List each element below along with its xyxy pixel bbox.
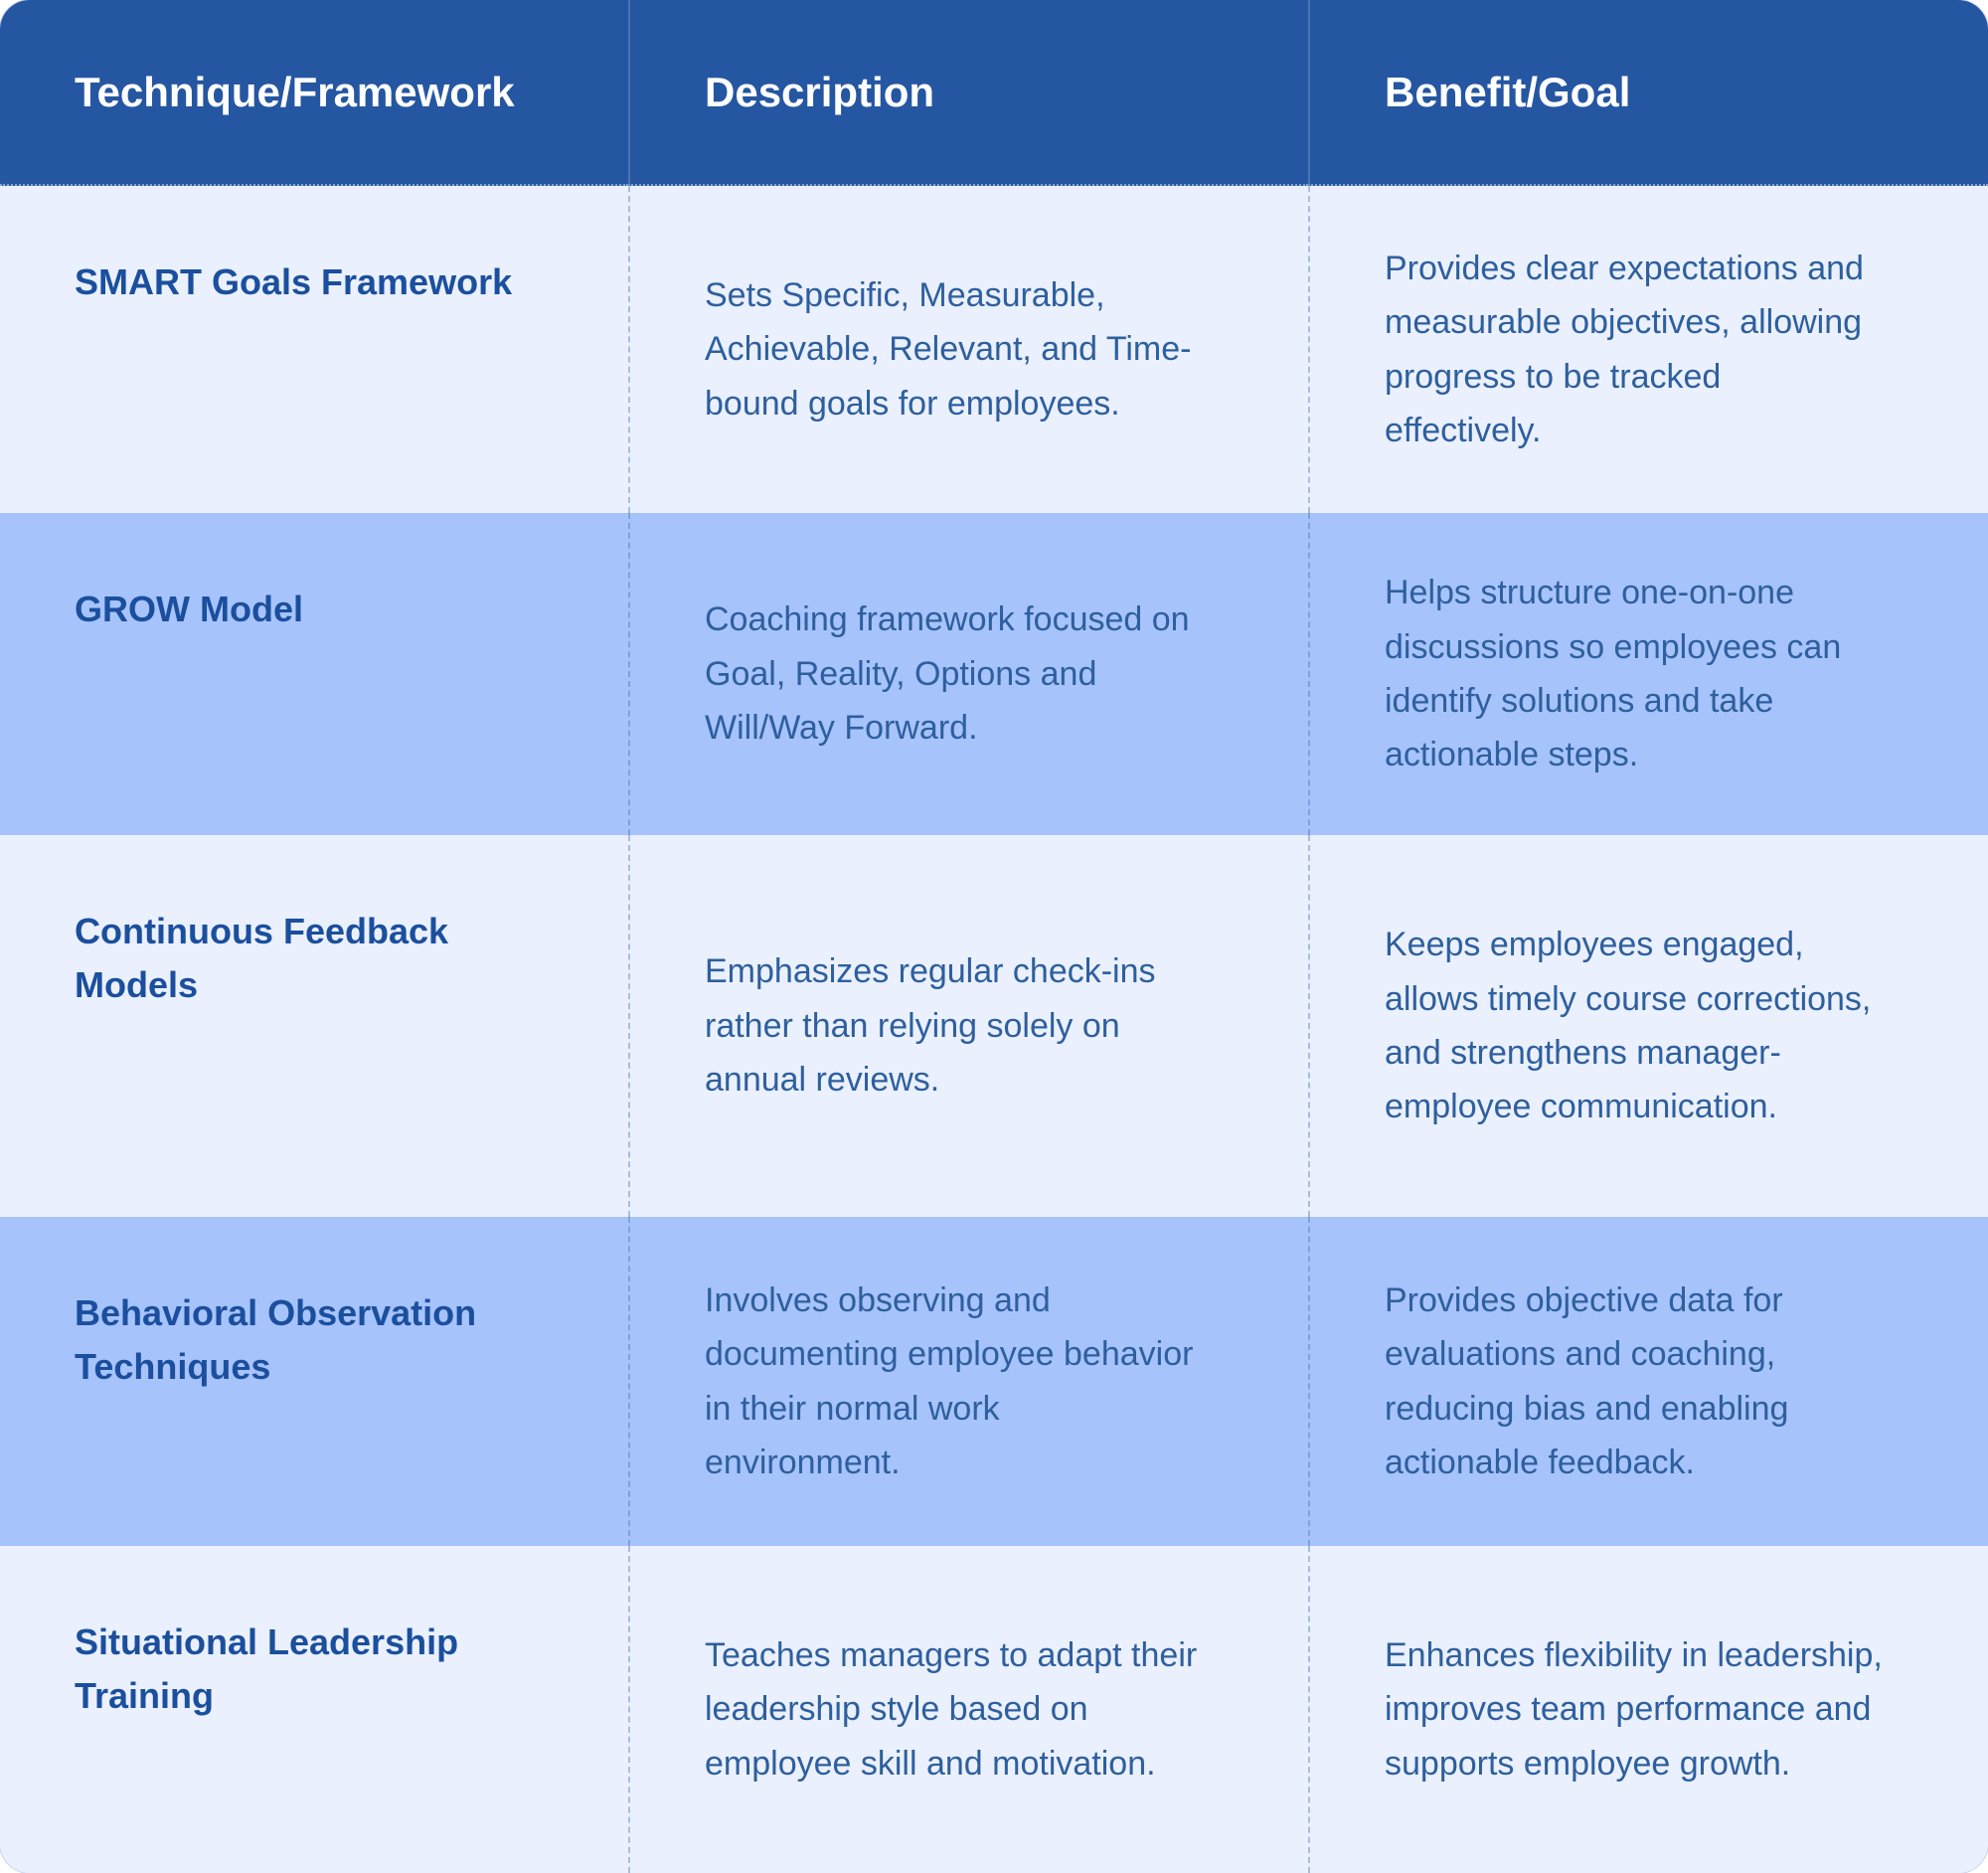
header-cell-benefit: Benefit/Goal: [1308, 0, 1988, 186]
row4-benefit-text: Provides objective data for evaluations and coaching, reducing bias and enabling actionable feedback.: [1385, 1280, 1789, 1481]
row3-technique: Continuous Feedback Models: [0, 835, 628, 1217]
row5-benefit-text: Enhances flexibility in leadership, improves team performance and supports employee growth.: [1385, 1635, 1883, 1783]
row4-technique: Behavioral Observation Techniques: [0, 1217, 628, 1546]
row2-benefit-text: Helps structure one-on-one discussions so employees can identify solutions and take actionable steps.: [1385, 574, 1842, 774]
row4-benefit: [1308, 1217, 1988, 1546]
row1-description: [628, 186, 1308, 513]
header-cell-description: Description: [628, 0, 1308, 186]
row5-description: [628, 1546, 1308, 1873]
row1-benefit-text: Provides clear expectations and measurable objectives, allowing progress to be tracked effectively.: [1385, 249, 1864, 449]
row2-technique: GROW Model: [0, 513, 628, 835]
row1-benefit: [1308, 186, 1988, 513]
row3-benefit: [1308, 835, 1988, 1217]
row5-benefit: [1308, 1546, 1988, 1873]
row5-description-text: Teaches managers to adapt their leadership style based on employee skill and motivation.: [705, 1635, 1198, 1783]
row4-description: [628, 1217, 1308, 1546]
header-cell-technique: Technique/Framework: [0, 0, 628, 186]
row1-description-text: Sets Specific, Measurable, Achievable, Relevant, and Time-bound goals for employees.: [705, 275, 1192, 423]
row2-description-text: Coaching framework focused on Goal, Reality, Options and Will/Way Forward.: [705, 600, 1190, 748]
row1-technique: SMART Goals Framework: [0, 186, 628, 513]
row2-benefit: [1308, 513, 1988, 835]
row5-technique: Situational Leadership Training: [0, 1546, 628, 1873]
row2-description: [628, 513, 1308, 835]
row3-benefit-text: Keeps employees engaged, allows timely course corrections, and strengthens manager-employee communication.: [1385, 926, 1872, 1126]
row3-description: [628, 835, 1308, 1217]
row4-description-text: Involves observing and documenting employee behavior in their normal work environment.: [705, 1280, 1194, 1481]
row3-description-text: Emphasizes regular check-ins rather than relying solely on annual reviews.: [705, 952, 1156, 1100]
